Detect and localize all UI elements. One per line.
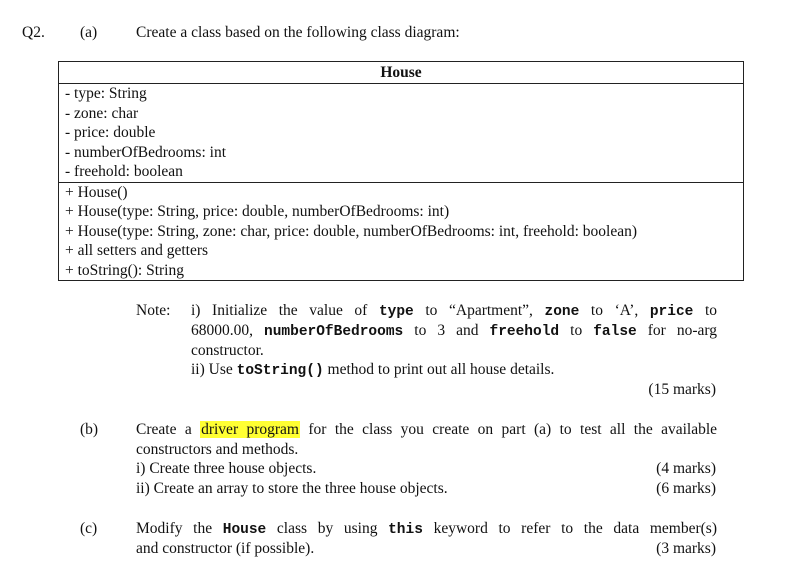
part-a-label: (a) (80, 24, 98, 41)
part-a-instruction: Create a class based on the following class diagram: (136, 24, 460, 41)
note-text: to 3 and (414, 322, 479, 339)
code-type: type (378, 304, 414, 320)
part-c-marks: (3 marks) (656, 540, 716, 557)
note-text: to ‘A’, (590, 302, 639, 319)
attributes-section (59, 84, 743, 183)
note-i-line1 (191, 302, 717, 320)
part-b-text: for the class you create on part (a) to test all the available (308, 421, 718, 438)
note-text: method to print out all house details. (327, 361, 555, 378)
code-freehold: freehold (489, 324, 560, 340)
part-c-line1 (136, 520, 717, 538)
part-b-item-i-marks: (4 marks) (656, 460, 716, 477)
code-false: false (593, 324, 637, 340)
part-b-line2: constructors and methods. (136, 441, 299, 458)
method-row: + all setters and getters (65, 242, 209, 259)
code-price: price (649, 304, 694, 320)
code-number-of-bedrooms: numberOfBedrooms (264, 324, 404, 340)
highlighted-text: driver program (201, 421, 299, 438)
part-c-text: keyword to refer to the data member(s) (433, 520, 717, 537)
method-row: + toString(): String (65, 261, 184, 279)
part-b-item-ii: ii) Create an array to store the three house objects. (136, 480, 448, 497)
method-row: + House(type: String, zone: char, price: double, numberOfBedrooms: int, freehold: boolean) (65, 222, 637, 240)
note-i-line2 (191, 322, 717, 340)
code-house: House (222, 522, 267, 538)
note-text: 68000.00, (191, 322, 253, 339)
part-a-marks: (15 marks) (648, 381, 716, 398)
note-text: to (704, 302, 718, 319)
attribute-row: - zone: char (65, 104, 139, 122)
part-b-item-i: i) Create three house objects. (136, 460, 317, 477)
part-c-text: class by using (276, 520, 378, 537)
class-diagram (58, 61, 744, 281)
note-label: Note: (136, 302, 171, 319)
attribute-row: - freehold: boolean (65, 163, 183, 180)
method-row: + House() (65, 183, 128, 201)
part-c-text: Modify the (136, 520, 213, 537)
code-tostring: toString() (236, 363, 324, 379)
class-name: House (59, 62, 743, 84)
part-b-item-ii-marks: (6 marks) (656, 480, 716, 497)
note-text: to (570, 322, 583, 339)
attribute-row: - price: double (65, 124, 156, 141)
attribute-row: - type: String (65, 85, 147, 102)
part-c-label: (c) (80, 520, 98, 537)
note-text: ii) Use (191, 361, 233, 378)
note-text: to “Apartment”, (425, 302, 533, 319)
code-zone: zone (544, 304, 580, 320)
method-row: + House(type: String, price: double, numberOfBedrooms: int) (65, 203, 450, 220)
note-text: for no-arg (647, 322, 718, 339)
question-number: Q2. (22, 24, 45, 41)
attribute-row: - numberOfBedrooms: int (65, 143, 227, 161)
part-b-label: (b) (80, 421, 99, 438)
part-c-line2: and constructor (if possible). (136, 540, 315, 557)
part-b-line1 (136, 421, 717, 439)
note-ii-line (191, 361, 554, 379)
code-this: this (388, 522, 423, 538)
part-b-text: Create a (136, 421, 192, 438)
methods-section (59, 183, 743, 281)
note-i-line3: constructor. (191, 342, 264, 359)
note-text: i) Initialize the value of (191, 302, 368, 319)
